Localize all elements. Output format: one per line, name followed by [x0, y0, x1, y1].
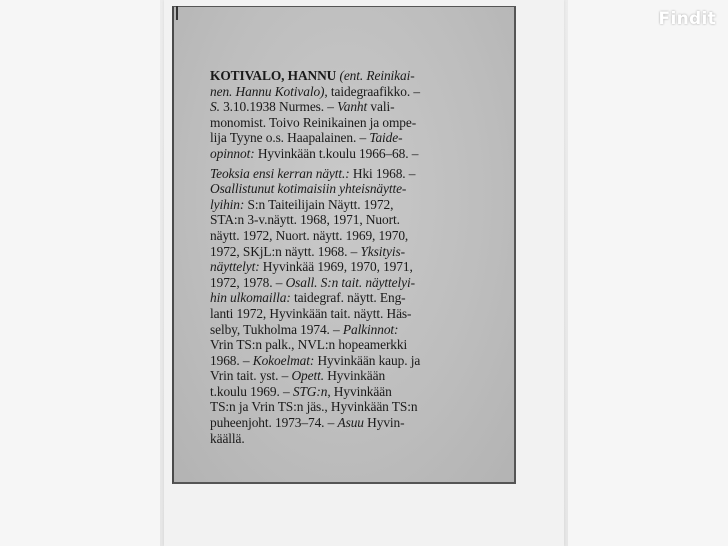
- text-run: Teoksia ensi kerran näytt.:: [210, 165, 350, 181]
- text-line: [210, 368, 500, 384]
- text-run: opinnot:: [210, 145, 255, 161]
- text-line: [210, 99, 500, 115]
- text-run: Vrin TS:n palk., NVL:n hopeamerkki: [210, 337, 408, 353]
- text-run: Hyvin-: [363, 415, 405, 431]
- text-line: [210, 146, 500, 162]
- text-line: [210, 84, 500, 100]
- text-line: [210, 322, 500, 338]
- text-run: hin ulkomailla:: [210, 290, 291, 306]
- text-run: Osallistunut kotimaisiin yhteisnäytte-: [210, 181, 407, 197]
- text-line: [210, 166, 500, 182]
- text-run: Hyvinkää 1969, 1970, 1971,: [259, 259, 413, 275]
- text-run: TS:n ja Vrin TS:n jäs., Hyvinkään TS:n: [210, 399, 418, 415]
- text-line: [210, 115, 500, 131]
- text-run: Osall. S:n tait. näyttelyi-: [285, 274, 415, 290]
- text-run: Kokoelmat:: [252, 352, 315, 368]
- text-run: S.: [210, 99, 220, 115]
- right-background: [568, 0, 728, 546]
- text-line: [210, 228, 500, 244]
- text-run: puheenjoht. 1973–74. –: [210, 415, 338, 431]
- text-run: lyihin:: [210, 196, 245, 212]
- text-run: vali-: [367, 99, 395, 115]
- text-line: [210, 197, 500, 213]
- text-run: nen. Hannu Kotivalo): [210, 83, 325, 99]
- text-line: [210, 181, 500, 197]
- text-run: STG:n: [292, 383, 328, 399]
- text-run: Opett.: [291, 368, 324, 384]
- text-line: [210, 68, 500, 84]
- text-run: Hyvinkään: [323, 368, 386, 384]
- text-run: S:n Taiteilijain Näytt. 1972,: [244, 196, 394, 212]
- text-run: selby, Tukholma 1974. –: [210, 321, 343, 337]
- left-background: [0, 0, 160, 546]
- text-line: [210, 399, 500, 415]
- text-run: 1968. –: [210, 352, 253, 368]
- text-run: Vanht: [337, 99, 368, 115]
- text-run: 3.10.1938 Nurmes. –: [219, 99, 338, 115]
- text-run: (ent. Reinikai-: [339, 68, 415, 83]
- text-line: [210, 415, 500, 431]
- text-run: taidegraf. näytt. Eng-: [290, 290, 406, 306]
- text-run: Vrin tait. yst. –: [210, 368, 292, 384]
- tape-mark: [176, 6, 178, 20]
- entry-paragraph-1: [210, 68, 500, 162]
- text-line: [210, 212, 500, 228]
- text-run: näytt. 1972, Nuort. näytt. 1969, 1970,: [210, 227, 409, 243]
- text-line: [210, 384, 500, 400]
- text-run: 1972, SKjL:n näytt. 1968. –: [210, 243, 361, 259]
- text-run: KOTIVALO, HANNU: [210, 68, 340, 83]
- text-line: [210, 130, 500, 146]
- text-run: Hyvinkään kaup. ja: [314, 352, 421, 368]
- text-run: Hyvinkään t.koulu 1966–68. –: [254, 145, 419, 161]
- text-run: lija Tyyne o.s. Haapalainen. –: [210, 130, 370, 146]
- text-run: käällä.: [210, 430, 245, 446]
- text-line: [210, 337, 500, 353]
- text-run: STA:n 3-v.näytt. 1968, 1971, Nuort.: [210, 212, 400, 228]
- text-run: Hki 1968. –: [349, 165, 416, 181]
- text-line: [210, 259, 500, 275]
- text-line: [210, 306, 500, 322]
- text-line: [210, 290, 500, 306]
- text-run: 1972, 1978. –: [210, 274, 286, 290]
- text-run: monomist. Toivo Reinikainen ja ompe-: [210, 114, 417, 130]
- findit-logo: Findit: [658, 9, 716, 29]
- text-run: lanti 1972, Hyvinkään tait. näytt. Häs-: [210, 305, 412, 321]
- text-run: , taidegraafikko. –: [324, 83, 420, 99]
- text-run: Taide-: [369, 130, 403, 146]
- text-run: Yksityis-: [360, 243, 405, 259]
- text-run: , Hyvinkään: [327, 383, 392, 399]
- text-line: [210, 244, 500, 260]
- text-line: [210, 275, 500, 291]
- text-run: näyttelyt:: [210, 259, 260, 275]
- text-line: [210, 431, 500, 447]
- biography-entry: [210, 68, 500, 446]
- text-line: [210, 353, 500, 369]
- entry-paragraph-2: [210, 166, 500, 447]
- text-run: Palkinnot:: [342, 321, 399, 337]
- text-run: t.koulu 1969. –: [210, 383, 293, 399]
- text-run: Asuu: [337, 415, 364, 431]
